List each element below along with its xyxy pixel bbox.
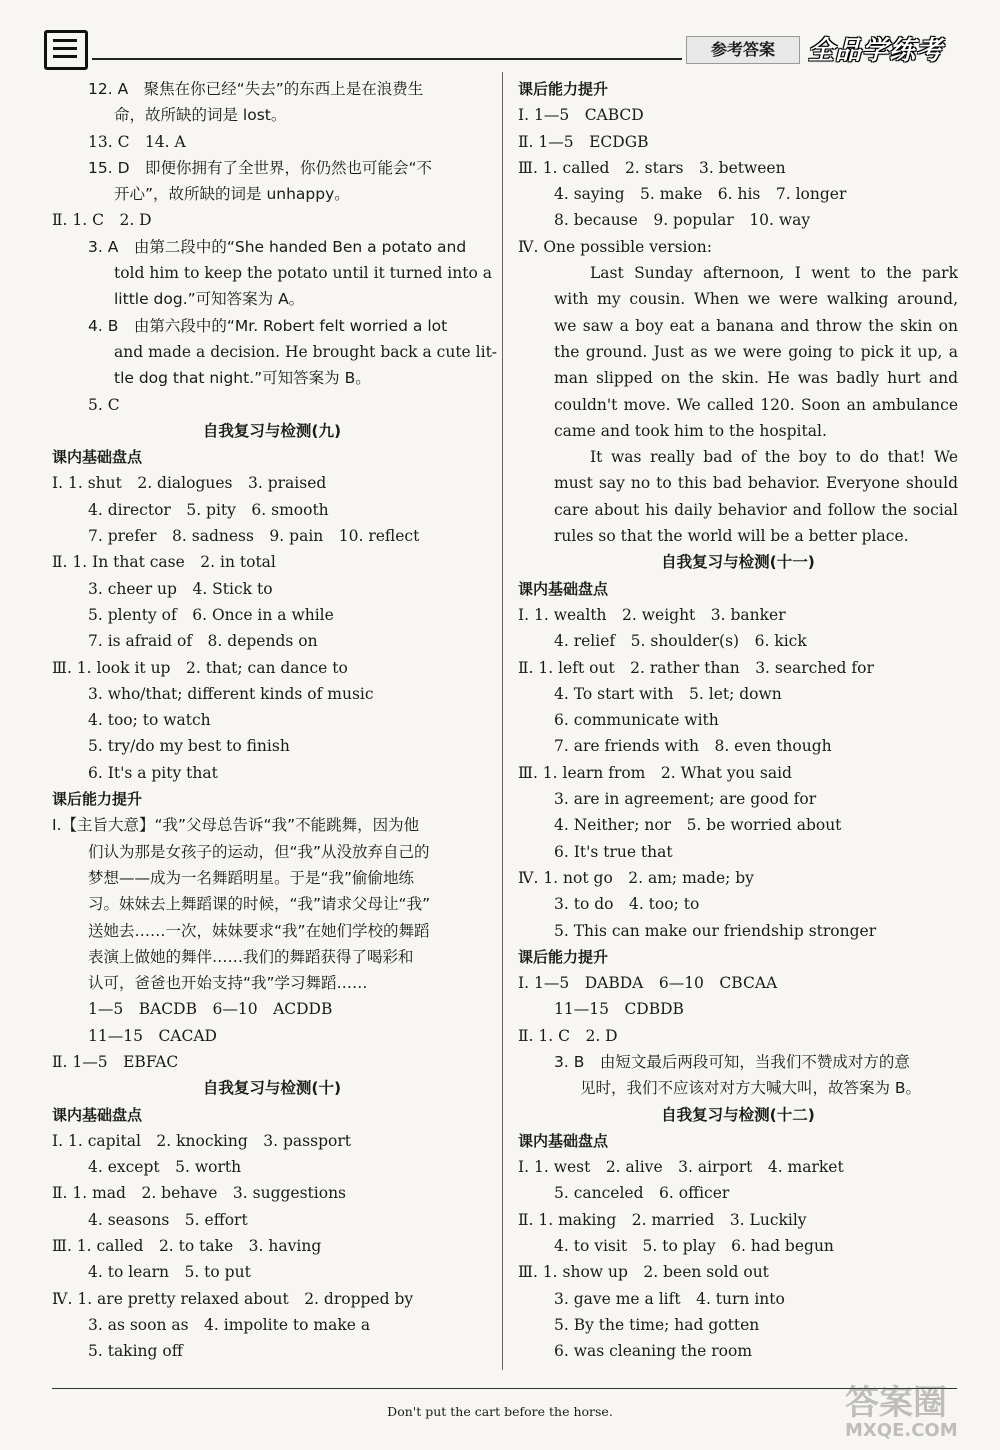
answer-line: 6. was cleaning the room: [554, 1342, 753, 1361]
answer-line: 3. A 由第二段中的“She handed Ben a potato and: [88, 237, 467, 256]
answer-line: 4. Neither; nor 5. be worried about: [554, 816, 842, 835]
answer-line: 4. to visit 5. to play 6. had begun: [554, 1237, 834, 1256]
answer-line: 1—5 BACDB 6—10 ACDDB: [88, 1000, 333, 1019]
brand-logo: 全品学练考: [808, 36, 944, 66]
answer-line: Ⅱ. 1. C 2. D: [52, 211, 152, 230]
answer-line: Ⅱ. 1—5 EBFAC: [52, 1052, 179, 1071]
answer-line: Ⅲ. 1. show up 2. been sold out: [518, 1263, 769, 1282]
page-header: [0, 0, 1000, 72]
answer-line: 4. except 5. worth: [88, 1158, 242, 1177]
answer-line: Ⅲ. 1. look it up 2. that; can dance to: [52, 658, 348, 677]
answer-line: 自我复习与检测(十二): [661, 1105, 815, 1124]
footer-rule: [52, 1388, 957, 1389]
answer-line: 13. C 14. A: [88, 132, 186, 151]
answer-line: 3. as soon as 4. impolite to make a: [88, 1315, 371, 1334]
answer-line: 自我复习与检测(十): [202, 1079, 342, 1098]
answer-line: 4. saying 5. make 6. his 7. longer: [554, 185, 847, 204]
answer-line: 5. plenty of 6. Once in a while: [88, 605, 334, 624]
answer-line: 6. communicate with: [554, 711, 719, 730]
answer-line: 15. D 即便你拥有了全世界，你仍然也可能会“不: [88, 158, 433, 177]
essay-paragraph-1: Last Sunday afternoon, I went to the park with my cousin. When we were walking around, we saw a boy eat a banana and throw the skin on the ground. Just as we were going to pick it up, a man slipped on the skin. He was badly hurt and couldn't move. We called 120. Soon an ambulance came and took him to the hospital.: [554, 264, 958, 440]
answer-line: 5. canceled 6. officer: [554, 1184, 730, 1203]
essay-paragraph-2: It was really bad of the boy to do that! We must say no to this bad behavior. Everyone should care about his daily behavior and follow the social rules so that the world will be a better place.: [554, 448, 958, 546]
reference-answers-tab: 参考答案: [686, 36, 800, 64]
answer-line: 自我复习与检测(九): [202, 421, 342, 440]
answer-line: Ⅱ. 1. making 2. married 3. Luckily: [518, 1210, 807, 1229]
answer-line: 认可，爸爸也开始支持“我”学习舞蹈……: [88, 974, 368, 993]
answer-line: 送她去……一次，妹妹要求“我”在她们学校的舞蹈: [88, 921, 430, 940]
right-column: [518, 76, 958, 1365]
answer-line: 表演上做她的舞伴……我们的舞蹈获得了喝彩和: [88, 947, 414, 966]
answer-line: 3. to do 4. too; to: [554, 895, 700, 914]
answer-line: 12. A 聚焦在你已经“失去”的东西上是在浪费生: [88, 80, 424, 98]
answer-line: 7. prefer 8. sadness 9. pain 10. reflect: [88, 527, 420, 546]
answer-line: 5. C: [88, 395, 120, 414]
footer-motto: Don't put the cart before the horse.: [387, 1404, 613, 1419]
answer-line: told him to keep the potato until it turned into a: [114, 264, 492, 283]
answer-line: Ⅲ. 1. called 2. stars 3. between: [518, 158, 786, 177]
answer-line: 4. to learn 5. to put: [88, 1263, 251, 1282]
answer-line: 7. are friends with 8. even though: [554, 737, 832, 756]
answer-line: 5. By the time; had gotten: [554, 1315, 760, 1334]
answer-line: 开心”，故所缺的词是 unhappy。: [114, 185, 350, 204]
answer-line: 5. try/do my best to finish: [88, 737, 290, 756]
answer-line: 课内基础盘点: [518, 1131, 609, 1150]
answer-line: 课内基础盘点: [52, 448, 143, 467]
answer-line: 5. This can make our friendship stronger: [554, 921, 877, 940]
answer-line: 11—15 CDBDB: [554, 1000, 684, 1019]
answer-line: 6. It's a pity that: [88, 763, 218, 782]
answer-line: Ⅳ. 1. not go 2. am; made; by: [518, 868, 754, 887]
answer-line: 3. who/that; different kinds of music: [88, 684, 374, 703]
answer-line: 梦想——成为一名舞蹈明星。于是“我”偷偷地练: [88, 868, 415, 887]
answer-line: 5. taking off: [88, 1342, 183, 1361]
answer-line: 4. B 由第六段中的“Mr. Robert felt worried a lot: [88, 316, 448, 335]
answer-line: 课内基础盘点: [518, 579, 609, 598]
answer-line: Ⅰ. 1—5 DABDA 6—10 CBCAA: [518, 974, 778, 993]
answer-line: Ⅱ. 1. left out 2. rather than 3. searched for: [518, 658, 874, 677]
answer-line: Ⅳ. 1. are pretty relaxed about 2. dropped by: [52, 1289, 414, 1308]
answer-line: and made a decision. He brought back a cute lit-: [114, 342, 498, 361]
answer-line: 自我复习与检测(十一): [661, 553, 815, 572]
answer-line: 们认为那是女孩子的运动，但“我”从没放弃自己的: [88, 842, 430, 861]
answer-line: Ⅱ. 1. In that case 2. in total: [52, 553, 276, 572]
answer-line: 8. because 9. popular 10. way: [554, 211, 811, 230]
answer-line: Ⅰ.【主旨大意】“我”父母总告诉“我”不能跳舞，因为他: [52, 816, 420, 835]
watermark-stamp: [845, 1375, 975, 1445]
answer-line: Ⅰ. 1. shut 2. dialogues 3. praised: [52, 474, 327, 493]
header-rule: [92, 58, 682, 60]
left-column: [52, 76, 498, 1365]
answer-line: 3. are in agreement; are good for: [554, 790, 817, 809]
book-logo-icon: [44, 30, 88, 70]
answer-line: 7. is afraid of 8. depends on: [88, 632, 318, 651]
answer-line: Ⅱ. 1. C 2. D: [518, 1026, 618, 1045]
answer-line: 3. gave me a lift 4. turn into: [554, 1289, 785, 1308]
column-divider: [502, 72, 503, 1370]
answer-line: Ⅳ. One possible version:: [518, 237, 713, 256]
answer-line: Ⅰ. 1. west 2. alive 3. airport 4. market: [518, 1158, 844, 1177]
answer-line: 3. cheer up 4. Stick to: [88, 579, 273, 598]
answer-line: 6. It's true that: [554, 842, 673, 861]
answer-line: 课内基础盘点: [52, 1105, 143, 1124]
answer-line: 命，故所缺的词是 lost。: [114, 106, 287, 125]
answer-line: Ⅰ. 1—5 CABCD: [518, 106, 644, 125]
answer-line: Ⅱ. 1. mad 2. behave 3. suggestions: [52, 1184, 347, 1203]
answer-line: 4. To start with 5. let; down: [554, 684, 782, 703]
answer-line: Ⅲ. 1. called 2. to take 3. having: [52, 1237, 322, 1256]
answer-line: 4. director 5. pity 6. smooth: [88, 500, 329, 519]
answer-line: Ⅱ. 1—5 ECDGB: [518, 132, 649, 151]
answer-line: 课后能力提升: [52, 790, 143, 809]
answer-line: 3. B 由短文最后两段可知，当我们不赞成对方的意: [554, 1052, 910, 1071]
answer-line: 习。妹妹去上舞蹈课的时候，“我”请求父母让“我”: [88, 895, 431, 914]
answer-line: 4. too; to watch: [88, 711, 211, 730]
answer-line: 11—15 CACAD: [88, 1026, 217, 1045]
answer-line: Ⅰ. 1. wealth 2. weight 3. banker: [518, 605, 786, 624]
right-top-answers: [518, 76, 958, 260]
watermark-main: 答案圈: [845, 1383, 947, 1423]
answer-line: 4. relief 5. shoulder(s) 6. kick: [554, 632, 807, 651]
answer-line: 4. seasons 5. effort: [88, 1210, 248, 1229]
answer-line: tle dog that night.”可知答案为 B。: [114, 369, 371, 388]
answer-line: 见时，我们不应该对对方大喊大叫，故答案为 B。: [580, 1079, 922, 1098]
answer-line: Ⅰ. 1. capital 2. knocking 3. passport: [52, 1131, 351, 1150]
answer-line: little dog.”可知答案为 A。: [114, 290, 305, 309]
answer-line: Ⅲ. 1. learn from 2. What you said: [518, 763, 792, 782]
answer-line: 课后能力提升: [518, 947, 609, 966]
right-bottom-answers: [518, 549, 958, 1364]
watermark-sub: MXQE.COM: [845, 1420, 958, 1441]
answer-line: 课后能力提升: [518, 80, 609, 98]
